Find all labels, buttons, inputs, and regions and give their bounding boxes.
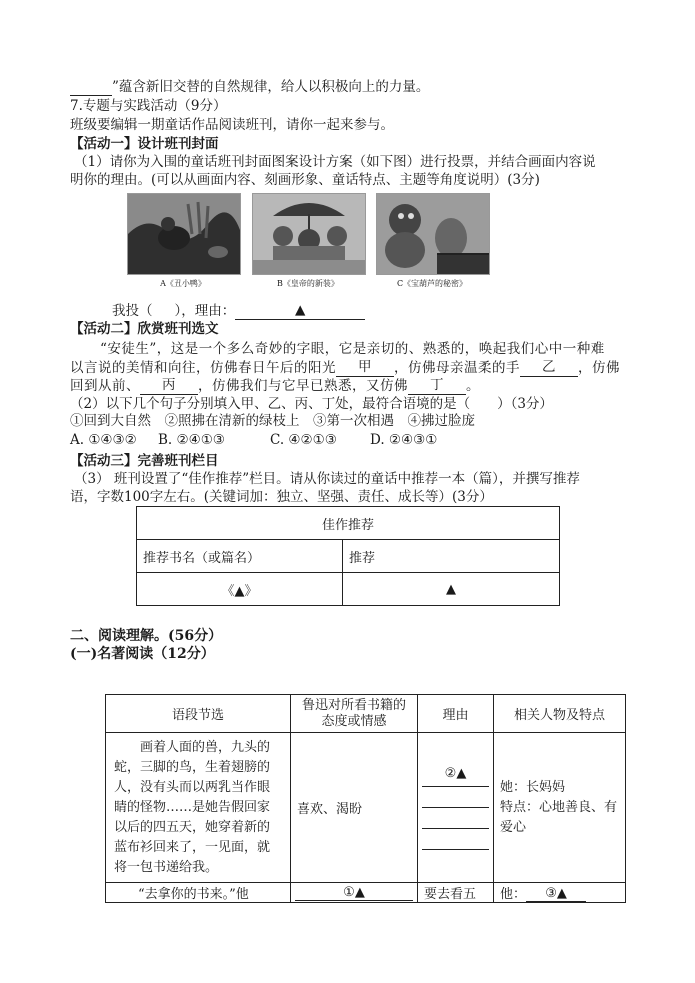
choice-d[interactable]: D. ②④③① <box>370 432 438 448</box>
recommend-col-reason: 推荐 <box>343 540 560 573</box>
reading-row2-excerpt: “去拿你的书来。”他 <box>106 883 291 903</box>
q7-lead: 班级要编辑一期童话作品阅读班刊，请你一起来参与。 <box>70 117 394 133</box>
reason-blank-3[interactable] <box>422 808 489 829</box>
reading-header-attitude: 鲁迅对所看书籍的态度或情感 <box>291 695 418 733</box>
vote-reason-blank[interactable] <box>235 301 365 320</box>
vote-mark: ▲ <box>295 302 306 318</box>
passage-line3 <box>70 376 635 395</box>
reading-header-excerpt: 语段节选 <box>106 695 291 733</box>
vote-prefix: 我投（ <box>112 303 153 319</box>
passage-line3-a: 回到从前、 <box>70 378 140 394</box>
choice-a[interactable]: A. ①④③② <box>70 432 137 448</box>
recommend-table <box>136 506 560 606</box>
activity3-q3-line1: （3） 班刊设置了“佳作推荐”栏目。请从你读过的童话中推荐一本（篇），并撰写推荐 <box>74 471 580 487</box>
person-name: 她：长妈妈 <box>500 779 566 795</box>
activity2-heading: 【活动二】欣赏班刊选文 <box>70 321 219 337</box>
reading-row2-person <box>494 883 626 903</box>
blank-jia[interactable]: 甲 <box>336 358 394 377</box>
choice-b[interactable]: B. ②④①③ <box>158 432 225 448</box>
reading-row1-attitude: 喜欢、渴盼 <box>291 733 418 883</box>
recommend-col-book: 推荐书名（或篇名） <box>137 540 343 573</box>
passage-line3-c: 。 <box>466 378 480 394</box>
caption-b: B《皇帝的新装》 <box>277 279 339 288</box>
reason-blank-4[interactable] <box>422 829 489 850</box>
cover-image-c <box>376 193 490 275</box>
reading-header-person: 相关人物及特点 <box>494 695 626 733</box>
passage-line2-b: ，仿佛母亲温柔的手 <box>394 360 520 376</box>
intro-blank[interactable] <box>70 95 112 96</box>
passage-line1: “安徒生”，这是一个多么奇妙的字眼，它是亲切的、熟悉的，唤起我们心中一种难 <box>100 341 605 357</box>
attitude-blank[interactable]: ①▲ <box>295 885 413 901</box>
blank-bing[interactable]: 丙 <box>140 376 198 395</box>
reading-row1-excerpt: 画着人面的兽，九头的蛇，三脚的鸟，生着翅膀的人，没有头而以两乳当作眼睛的怪物……是她告假回家以后的四五天，她穿着新的蓝布衫回来了，一见面，就将一包书递给我。 <box>106 733 291 883</box>
reading-row1-reason[interactable] <box>418 733 494 883</box>
passage-line2-c: ，仿佛 <box>578 360 620 376</box>
caption-a: A《丑小鸭》 <box>160 279 206 288</box>
intro-line <box>70 78 635 96</box>
activity3-q3-line2: 语，字数100字左右。(关键词加：独立、坚强、责任、成长等）(3分） <box>70 489 493 505</box>
choice-c[interactable]: C. ④②①③ <box>270 432 337 448</box>
row2-person-blank[interactable]: ③▲ <box>526 886 586 902</box>
reading-header-reason: 理由 <box>418 695 494 733</box>
blank-ding[interactable]: 丁 <box>408 376 466 395</box>
person-trait: 特点：心地善良、有爱心 <box>500 799 618 835</box>
recommend-reason-cell[interactable]: ▲ <box>343 573 560 606</box>
reason-blank-2[interactable] <box>422 787 489 808</box>
vote-mid: ），理由： <box>174 303 236 319</box>
vote-line <box>112 301 635 320</box>
blank-yi[interactable]: 乙 <box>520 358 578 377</box>
activity2-options: ①回到大自然 ②照拂在清新的绿枝上 ③第一次相遇 ④拂过脸庞 <box>70 413 475 429</box>
passage-line3-b: ，仿佛我们与它早已熟悉，又仿佛 <box>198 378 408 394</box>
activity1-q1-line2: 明你的理由。(可以从画面内容、刻画形象、童话特点、主题等角度说明）(3分) <box>70 172 540 188</box>
section2-title: 二、阅读理解。(56分） <box>70 628 223 644</box>
passage-line2-a: 以言说的美情和向往，仿佛春日午后的阳光 <box>70 360 336 376</box>
activity3-heading: 【活动三】完善班刊栏目 <box>70 453 219 469</box>
reading-table <box>105 694 626 903</box>
reading-row2-attitude[interactable] <box>291 883 418 903</box>
row2-person-prefix: 他： <box>500 887 527 902</box>
q7-title: 7.专题与实践活动（9分） <box>70 98 227 114</box>
intro-text: ”蕴含新旧交替的自然规律，给人以积极向上的力量。 <box>112 79 430 95</box>
cover-image-a <box>127 193 241 275</box>
recommend-book-cell[interactable]: 《▲》 <box>137 573 343 606</box>
activity2-choices <box>70 431 635 449</box>
reason-blank-1[interactable]: ②▲ <box>422 766 489 787</box>
recommend-table-title: 佳作推荐 <box>137 507 560 540</box>
caption-c: C《宝葫芦的秘密》 <box>396 279 468 288</box>
reading-row2-reason: 要去看五 <box>418 883 494 903</box>
activity1-q1-line1: （1）请你为入围的童话班刊封面图案设计方案（如下图）进行投票，并结合画面内容说 <box>74 154 596 170</box>
section2-subtitle: (一)名著阅读（12分） <box>70 646 215 662</box>
passage-line2 <box>70 358 635 377</box>
activity2-q2: （2）以下几个句子分别填入甲、乙、丙、丁处，最符合语境的是（ ）（3分） <box>70 396 553 412</box>
cover-image-b <box>252 193 366 275</box>
activity1-heading: 【活动一】设计班刊封面 <box>70 136 219 152</box>
reading-row1-person <box>494 733 626 883</box>
